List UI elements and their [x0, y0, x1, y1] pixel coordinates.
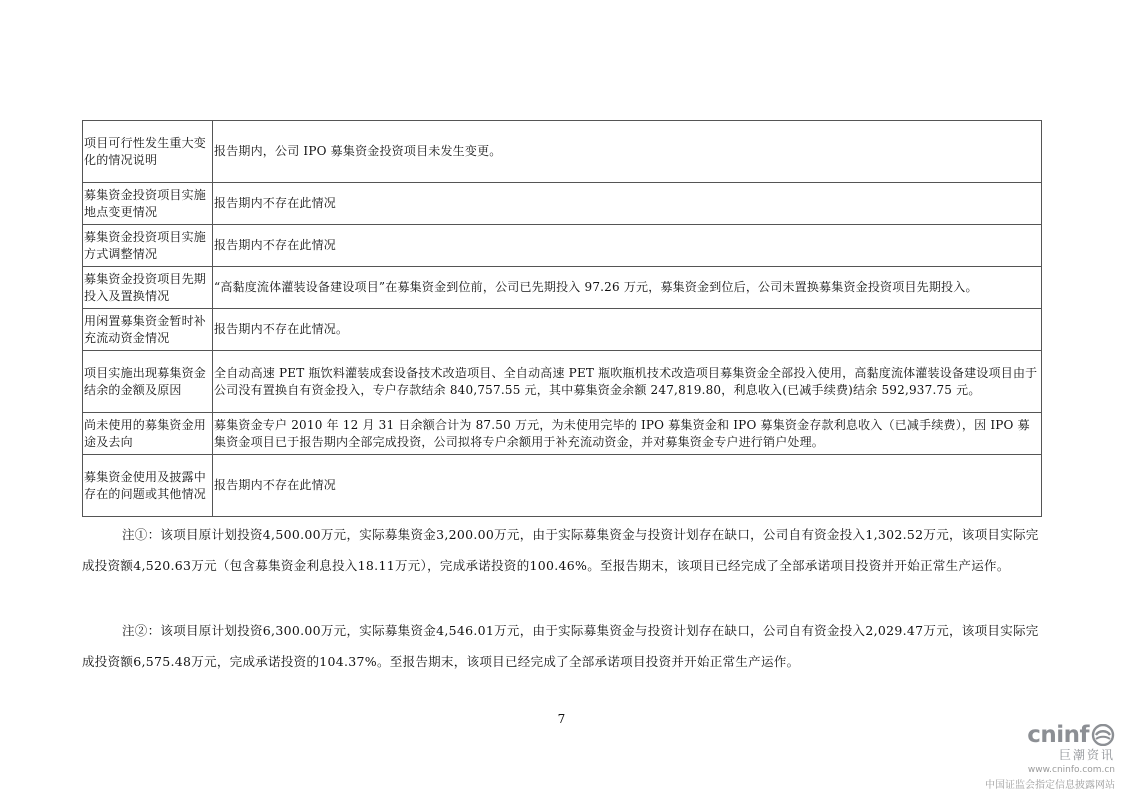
logo-mark	[985, 722, 1115, 748]
row-label: 尚未使用的募集资金用途及去向	[83, 413, 213, 455]
row-value: “高黏度流体灌装设备建设项目”在募集资金到位前，公司已先期投入 97.26 万元，募集资金到位后，公司未置换募集资金投资项目先期投入。	[213, 267, 1042, 309]
table-row	[83, 455, 1042, 517]
table-row	[83, 351, 1042, 413]
row-label: 募集资金投资项目先期投入及置换情况	[83, 267, 213, 309]
row-value: 全自动高速 PET 瓶饮料灌装成套设备技术改造项目、全自动高速 PET 瓶吹瓶机技术改造项目募集资金全部投入使用，高黏度流体灌装设备建设项目由于公司没有置换自有资金投入，专户存款结余 840,757.55 元，其中募集资金余额 247,819.80，利息收入(已减手续费)结余 592,937.75 元。	[213, 351, 1042, 413]
logo-brand-text: cninf	[1027, 722, 1089, 748]
swirl-icon	[1091, 724, 1115, 746]
row-label: 项目实施出现募集资金结余的金额及原因	[83, 351, 213, 413]
row-value: 报告期内不存在此情况。	[213, 309, 1042, 351]
row-value: 报告期内不存在此情况	[213, 225, 1042, 267]
row-value: 募集资金专户 2010 年 12 月 31 日余额合计为 87.50 万元，为未使用完毕的 IPO 募集资金和 IPO 募集资金存款利息收入（已减手续费），因 IPO 募集资金项目已于报告期内全部完成投资，公司拟将专户余额用于补充流动资金，并对募集资金专户进行销户处理。	[213, 413, 1042, 455]
row-label: 募集资金投资项目实施地点变更情况	[83, 183, 213, 225]
fund-usage-table	[82, 120, 1042, 517]
cninfo-logo	[985, 722, 1115, 791]
logo-name-cn: 巨潮资讯	[1058, 748, 1115, 762]
row-label: 募集资金投资项目实施方式调整情况	[83, 225, 213, 267]
footnote-2: 注②：该项目原计划投资6,300.00万元，实际募集资金4,546.01万元，由于实际募集资金与投资计划存在缺口，公司自有资金投入2,029.47万元，该项目实际完成投资额6,575.48万元，完成承诺投资的104.37%。至报告期末，该项目已经完成了全部承诺项目投资并开始正常生产运作。	[82, 623, 1039, 669]
table-row	[83, 121, 1042, 183]
row-value: 报告期内不存在此情况	[213, 455, 1042, 517]
footnote-1: 注①：该项目原计划投资4,500.00万元，实际募集资金3,200.00万元，由于实际募集资金与投资计划存在缺口，公司自有资金投入1,302.52万元，该项目实际完成投资额4,520.63万元（包含募集资金利息投入18.11万元），完成承诺投资的100.46%。至报告期末，该项目已经完成了全部承诺项目投资并开始正常生产运作。	[82, 527, 1039, 573]
table-row	[83, 225, 1042, 267]
row-value: 报告期内，公司 IPO 募集资金投资项目未发生变更。	[213, 121, 1042, 183]
row-value: 报告期内不存在此情况	[213, 183, 1042, 225]
table-row	[83, 413, 1042, 455]
table-row	[83, 267, 1042, 309]
row-label: 募集资金使用及披露中存在的问题或其他情况	[83, 455, 213, 517]
logo-tagline: 中国证监会指定信息披露网站	[985, 780, 1115, 791]
row-label: 用闲置募集资金暂时补充流动资金情况	[83, 309, 213, 351]
logo-url: www.cninfo.com.cn	[1027, 765, 1115, 775]
table-row	[83, 183, 1042, 225]
table-row	[83, 309, 1042, 351]
row-label: 项目可行性发生重大变化的情况说明	[83, 121, 213, 183]
page-number: 7	[557, 712, 566, 726]
